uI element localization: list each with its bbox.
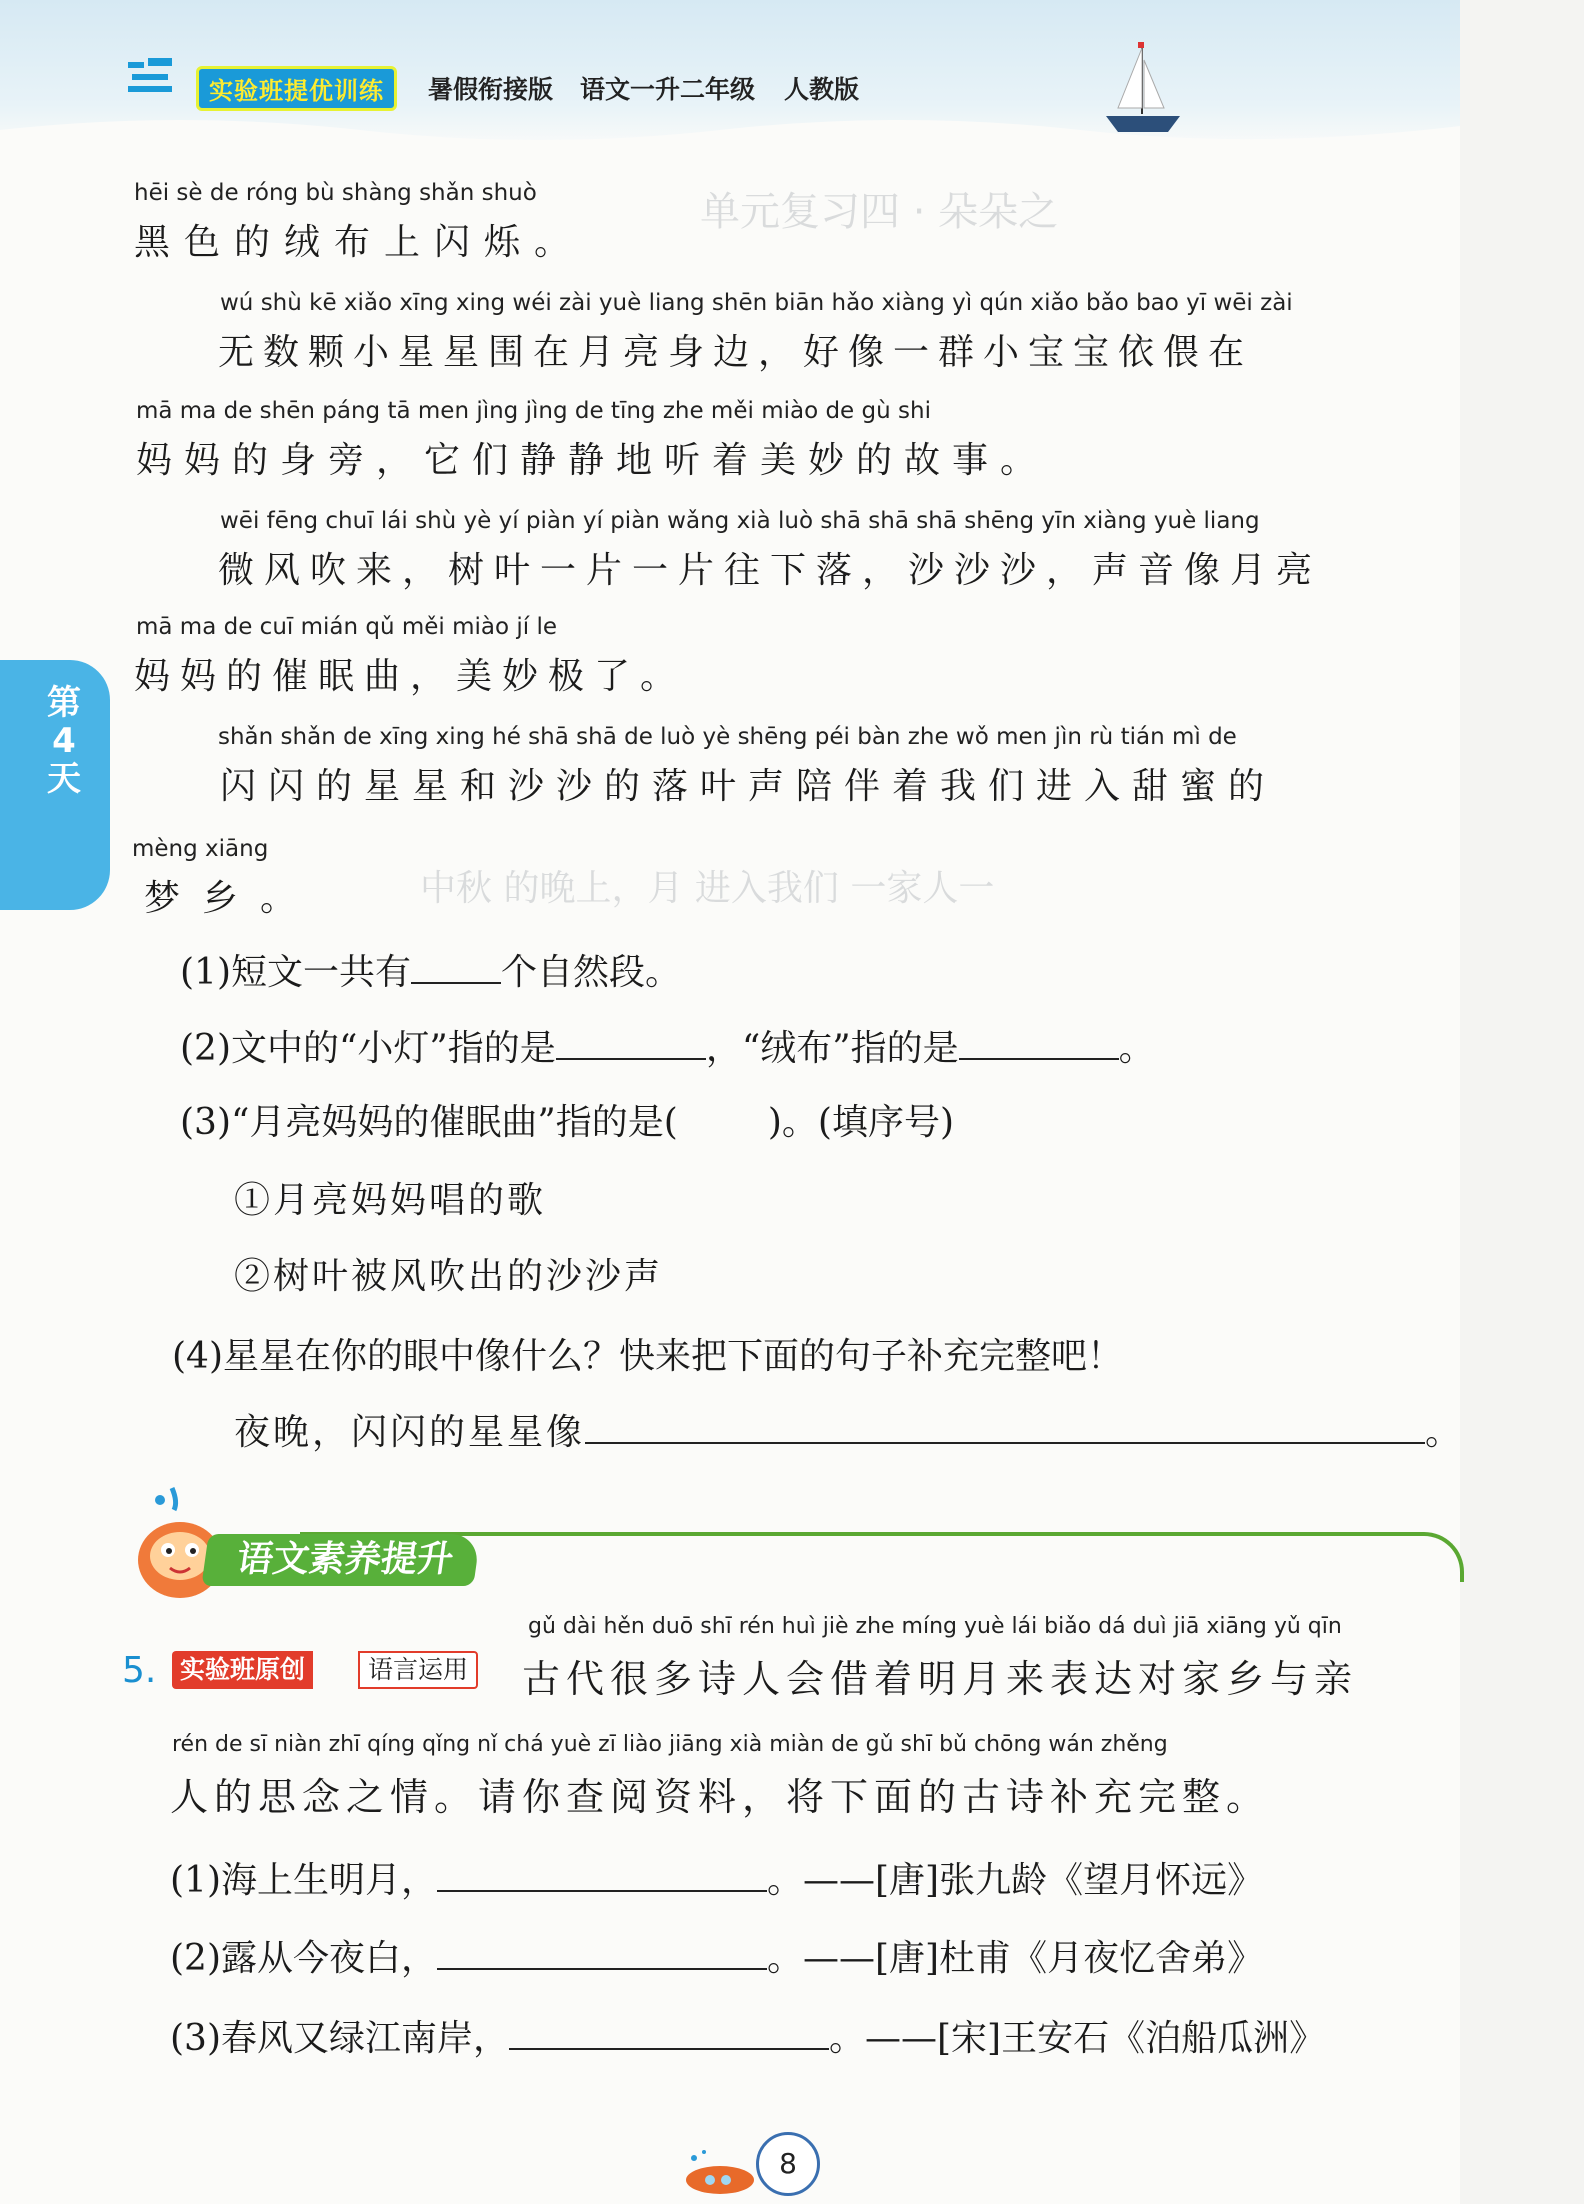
submarine-icon [680, 2148, 760, 2196]
pinyin-line: wú shù kē xiǎo xīng xing wéi zài yuè liang shēn biān hǎo xiàng yì qún xiǎo bǎo bao yī wēi zài [220, 290, 1293, 316]
pinyin-line: mā ma de shēn páng tā men jìng jìng de tīng zhe měi miào de gù shi [136, 398, 931, 424]
passage-line: 微风吹来，树叶一片一片往下落，沙沙沙，声音像月亮 [218, 550, 1323, 591]
answer-blank[interactable] [437, 1938, 767, 1970]
passage-line: 妈妈的身旁，它们静静地听着美妙的故事。 [136, 440, 1049, 481]
pinyin-line: wēi fēng chuī lái shù yè yí piàn yí piàn wǎng xià luò shā shā shā shēng yīn xiàng yuè liang [220, 508, 1260, 534]
question-3: (3)“月亮妈妈的催眠曲”指的是( )。(填序号) [180, 1102, 954, 1143]
answer-blank[interactable] [585, 1412, 1425, 1444]
pinyin-line: rén de sī niàn zhī qíng qǐng nǐ chá yuè zī liào jiāng xià miàn de gǔ shī bǔ chōng wán zhěng [172, 1732, 1168, 1757]
pinyin-line: mā ma de cuī mián qǔ měi miào jí le [136, 614, 558, 640]
question-2: (2)文中的“小灯”指的是 ，“绒布”指的是 。 [180, 1028, 1155, 1069]
edition-label: 暑假衔接版 [428, 75, 554, 104]
answer-blank[interactable] [509, 2018, 829, 2050]
subject-label: 语文一升二年级 [580, 75, 756, 104]
logo-icon [128, 58, 172, 94]
original-tag: 实验班原创 [172, 1651, 313, 1689]
passage-line: 梦乡。 [144, 878, 319, 919]
pinyin-line: shǎn shǎn de xīng xing hé shā shā de luò yè shēng péi bàn zhe wǒ men jìn rù tián mì de [218, 724, 1237, 750]
q5-stem-line: 人的思念之情。请你查阅资料，将下面的古诗补充完整。 [170, 1775, 1271, 1819]
question-1: (1)短文一共有 个自然段。 [180, 952, 682, 993]
section-banner: 语文素养提升 [201, 1534, 480, 1586]
bleed-through-text: 中秋 的晚上，月 进入我们 一家人一 [420, 868, 995, 909]
passage-line: 闪闪的星星和沙沙的落叶声陪伴着我们进入甜蜜的 [220, 766, 1277, 807]
poem-item: (2)露从今夜白， 。——[唐]杜甫《月夜忆舍弟》 [170, 1938, 1264, 1979]
day-tab-label: 第4天 [47, 683, 81, 799]
q5-stem-line: 古代很多诗人会借着明月来表达对家乡与亲 [522, 1657, 1359, 1701]
passage-line: 黑色的绒布上闪烁。 [134, 222, 585, 263]
day-tab [0, 660, 110, 910]
answer-blank[interactable] [556, 1028, 706, 1060]
header-bar [0, 0, 1460, 150]
answer-blank[interactable] [437, 1860, 767, 1892]
poem-item: (1)海上生明月， 。——[唐]张九龄《望月怀远》 [170, 1860, 1264, 1901]
header-wave-decoration [0, 110, 1460, 150]
question-4-sentence: 夜晚，闪闪的星星像 。 [234, 1412, 1465, 1453]
option-1: ①月亮妈妈唱的歌 [234, 1180, 547, 1221]
question-5-number: 5. [122, 1650, 157, 1691]
passage-line: 妈妈的催眠曲，美妙极了。 [134, 656, 687, 697]
passage-line: 无数颗小星星围在月亮身边，好像一群小宝宝依偎在 [218, 332, 1254, 373]
option-2: ②树叶被风吹出的沙沙声 [234, 1256, 664, 1297]
bleed-through-text: 单元复习四 · 朵朵之 [700, 189, 1059, 235]
brand-title: 实验班提优训练 [196, 66, 397, 111]
question-4: (4)星星在你的眼中像什么？快来把下面的句子补充完整吧！ [172, 1336, 1123, 1377]
publisher-label: 人教版 [784, 75, 860, 104]
answer-blank[interactable] [411, 952, 501, 984]
answer-blank[interactable] [959, 1028, 1119, 1060]
poem-item: (3)春风又绿江南岸， 。——[宋]王安石《泊船瓜洲》 [170, 2018, 1326, 2059]
pinyin-line: gǔ dài hěn duō shī rén huì jiè zhe míng yuè lái biǎo dá duì jiā xiāng yǔ qīn [528, 1614, 1342, 1639]
type-tag: 语言运用 [358, 1651, 478, 1689]
pinyin-line: hēi sè de róng bù shàng shǎn shuò [134, 180, 537, 206]
page-number: 8 [756, 2132, 820, 2196]
pinyin-line: mèng xiāng [132, 836, 269, 862]
